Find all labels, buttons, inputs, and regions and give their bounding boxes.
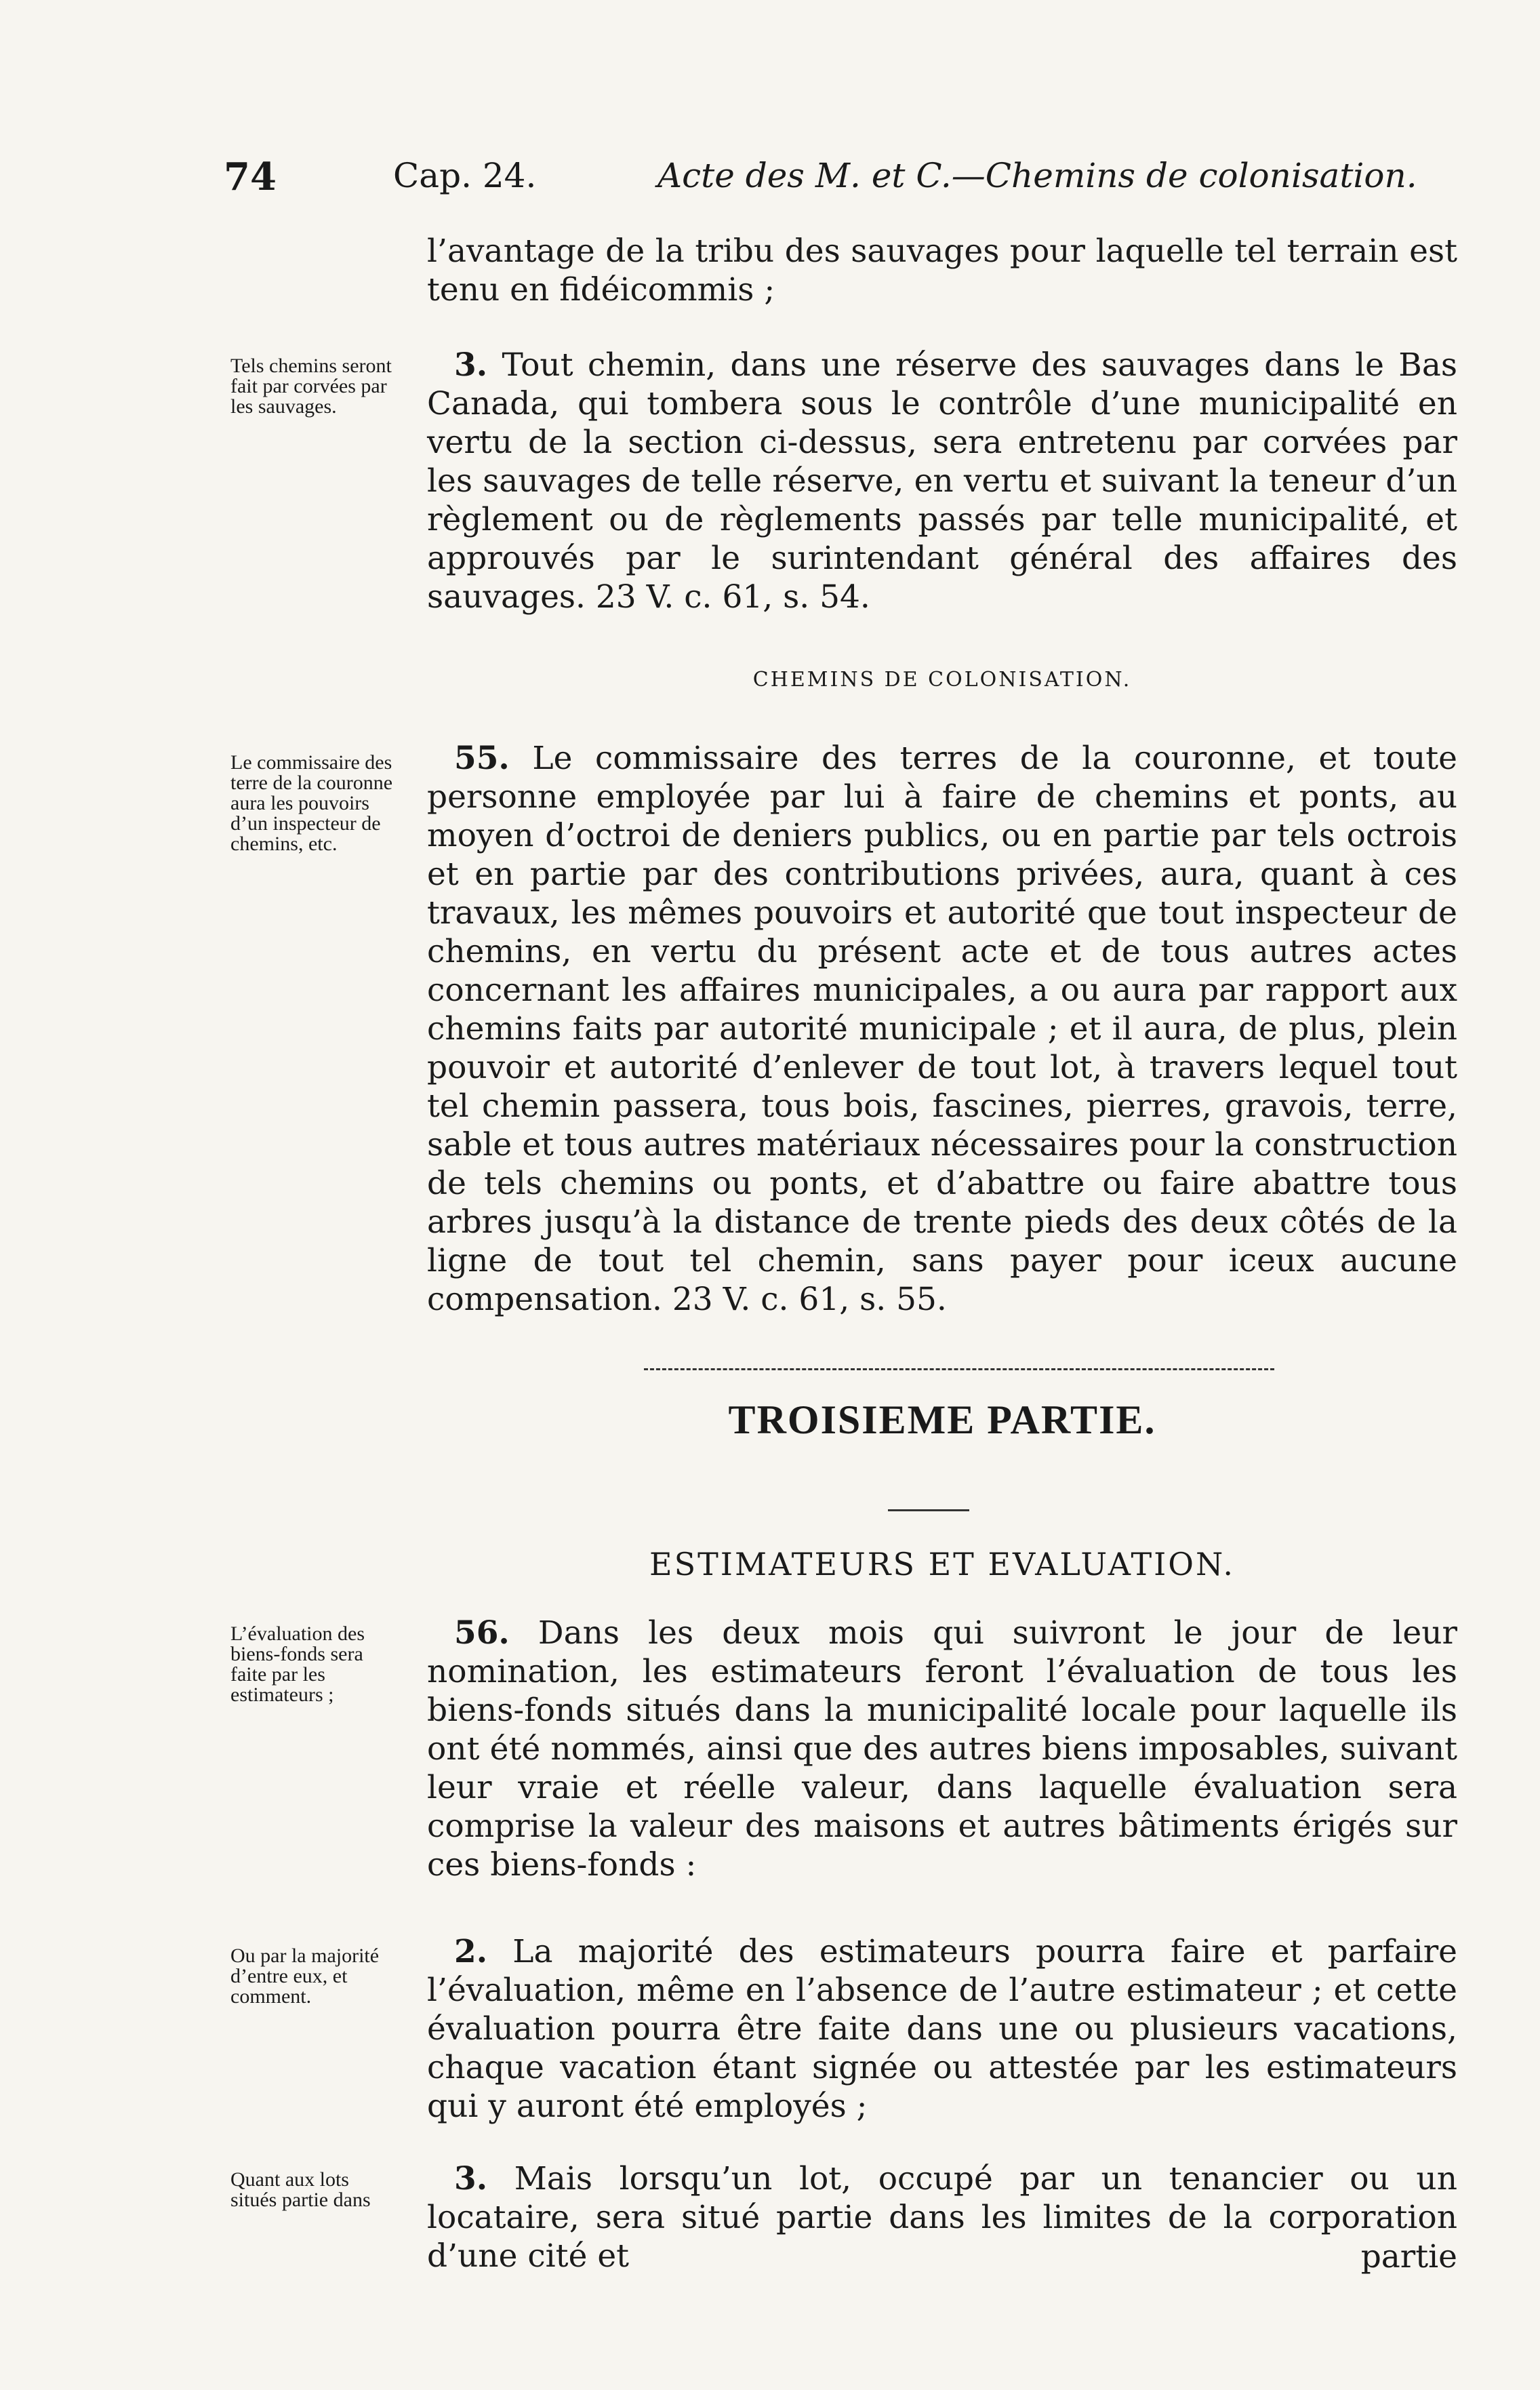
heading-chemins: CHEMINS DE COLONISATION.	[752, 668, 1132, 692]
margin-note-s56-3: Quant aux lots situés partie dans	[230, 2168, 371, 2211]
section-number: 2.	[454, 1933, 488, 1970]
section-3-paragraph	[427, 346, 1457, 616]
running-header	[224, 155, 1457, 202]
dashed-rule	[644, 1368, 1274, 1370]
section-56-paragraph	[427, 1614, 1457, 1884]
margin-note-s3: Tels chemins seront fait par corvées par les sauvages.	[230, 355, 392, 418]
section-55-paragraph	[427, 739, 1457, 1319]
short-rule	[888, 1509, 969, 1511]
section-number: 3.	[454, 2160, 488, 2197]
chapter-label: Cap. 24.	[393, 156, 537, 195]
heading-estimateurs: ESTIMATEURS ET EVALUATION.	[649, 1546, 1235, 1582]
section-number: 3.	[454, 346, 488, 384]
running-title: Acte des M. et C.—Chemins de colonisation.	[657, 156, 1417, 195]
page-number: 74	[224, 155, 277, 199]
section-text: Tout chemin, dans une réserve des sauvages dans le Bas Canada, qui tombera sous le contrôle d’une municipalité en vertu de la section ci-dessus, sera entretenu par corvées par les sauvages de telle réserve, en vertu et suivant la teneur d’un règlement ou de règlements passés par telle municipalité, et approuvés par le surintendant général des affaires des sauvages. 23 V. c. 61, s. 54.	[427, 346, 1457, 616]
section-text: La majorité des estimateurs pourra faire et parfaire l’évaluation, même en l’absence de l’autre estimateur ; et cette évaluation pourra être faite dans une ou plusieurs vacations, chaque vacation étant signée ou attestée par les estimateurs qui y auront été employés ;	[427, 1933, 1457, 2125]
section-number: 56.	[454, 1614, 510, 1652]
catchword: partie	[1360, 2238, 1457, 2275]
section-text: Mais lorsqu’un lot, occupé par un tenancier ou un locataire, sera situé partie dans les limites de la corporation d’une cité et	[427, 2160, 1457, 2275]
margin-note-s56: L’évaluation des biens-fonds sera faite par les estimateurs ;	[230, 1622, 365, 1706]
margin-note-s56-2: Ou par la majorité d’entre eux, et comment.	[230, 1945, 380, 2008]
section-56-2-paragraph	[427, 1932, 1457, 2126]
part-title: TROISIEME PARTIE.	[728, 1397, 1156, 1442]
margin-note-s55: Le commissaire des terre de la couronne aura les pouvoirs d’un inspecteur de chemins, etc.	[230, 751, 393, 855]
section-text: Le commissaire des terres de la couronne, et toute personne employée par lui à faire de chemins et ponts, au moyen d’octroi de deniers publics, ou en partie par tels octrois et en partie par des contributions privées, aura, quant à ces travaux, les mêmes pouvoirs et autorité que tout inspecteur de chemins, en vertu du présent acte et de tous autres actes concernant les affaires municipales, a ou aura par rapport aux chemins faits par autorité municipale ; et il aura, de plus, plein pouvoir et autorité d’enlever de tout lot, à travers lequel tout tel chemin passera, tous bois, fascines, pierres, gravois, terre, sable et tous autres matériaux nécessaires pour la construction de tels chemins ou ponts, et d’abattre ou faire abattre tous arbres jusqu’à la distance de trente pieds des deux côtés de la ligne de tout tel chemin, sans payer pour iceux aucune compensation. 23 V. c. 61, s. 55.	[427, 740, 1457, 1318]
section-text: Dans les deux mois qui suivront le jour de leur nomination, les estimateurs feront l’évaluation de tous les biens-fonds situés dans la municipalité locale pour laquelle ils ont été nommés, ainsi que des autres biens imposables, suivant leur vraie et réelle valeur, dans laquelle évaluation sera comprise la valeur des maisons et autres bâtiments érigés sur ces biens-fonds :	[427, 1614, 1457, 1884]
continuation-paragraph: l’avantage de la tribu des sauvages pour laquelle tel terrain est tenu en fidéicommis ;	[427, 233, 1457, 308]
section-number: 55.	[454, 740, 510, 777]
